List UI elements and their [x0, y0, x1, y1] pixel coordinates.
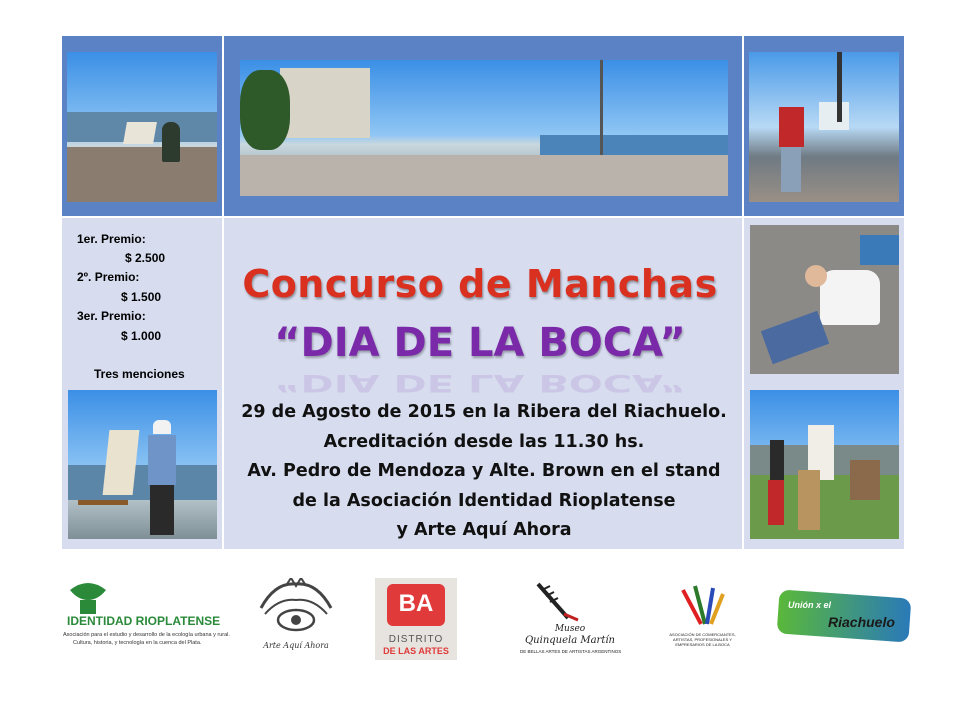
- detail-line-association: de la Asociación Identidad Rioplatense: [292, 490, 676, 511]
- top-left-cell: [62, 36, 222, 216]
- subtitle-reflection: “DIA DE LA BOCA”: [274, 369, 686, 397]
- event-details: [224, 398, 744, 546]
- riverside-panorama-photo: [240, 60, 728, 196]
- man-painting-photo: [68, 390, 217, 539]
- arte-name: Arte Aquí Ahora: [263, 641, 329, 650]
- detail-line-accreditation: Acreditación desde las 11.30 hs.: [323, 431, 645, 452]
- palette-brush-icon: [528, 580, 588, 624]
- riverside-painter-photo: [67, 52, 217, 202]
- prize-2-label: 2º. Premio:: [77, 270, 140, 284]
- acaper-caption: ASOCIACIÓN DE COMERCIANTES, ARTISTAS, PROFESIONALES Y EMPRESARIOS DE LA BOCA: [669, 632, 736, 647]
- identidad-rioplatense-logo: [63, 578, 233, 658]
- distrito-line-2: DE LAS ARTES: [383, 646, 449, 656]
- top-right-cell: [744, 36, 904, 216]
- painters-at-easel-photo: [749, 52, 899, 202]
- prize-3-amount: $ 1.000: [121, 329, 162, 343]
- eye-icon: [255, 578, 337, 640]
- contest-title: Concurso de Manchas: [242, 262, 718, 306]
- acaper-logo: [665, 584, 740, 654]
- distrito-de-las-artes-logo: [375, 578, 457, 660]
- museo-quinquela-martin-logo: [520, 580, 620, 662]
- identidad-tagline-1: Asociación para el estudio y desarrollo de la ecología urbana y rural.: [63, 632, 230, 638]
- leaf-icon: [68, 580, 108, 616]
- detail-line-arte: y Arte Aquí Ahora: [396, 520, 572, 540]
- museo-line-1: Museo: [554, 624, 586, 634]
- distrito-line-1: DISTRITO: [388, 634, 444, 645]
- prize-1-label: 1er. Premio:: [77, 232, 146, 246]
- ba-mark-text: BA: [398, 590, 434, 617]
- event-subtitle: “DIA DE LA BOCA”: [274, 320, 686, 366]
- prize-3-label: 3er. Premio:: [77, 309, 146, 323]
- riachuelo-line-1: Unión x el: [788, 600, 832, 610]
- painters-by-river-photo: [750, 390, 899, 539]
- riachuelo-line-2: Riachuelo: [828, 614, 895, 630]
- museo-line-2: Quinquela Martín: [524, 635, 615, 646]
- detail-line-address: Av. Pedro de Mendoza y Alte. Brown en el stand: [247, 461, 721, 481]
- mentions-text: Tres menciones: [94, 367, 185, 381]
- museo-line-3: DE BELLAS ARTES DE ARTISTAS ARGENTINOS: [520, 649, 622, 654]
- arte-aqui-ahora-logo: [255, 578, 337, 660]
- union-riachuelo-logo: [778, 586, 918, 656]
- brushes-icon: [673, 584, 733, 628]
- identidad-name: IDENTIDAD RIOPLATENSE: [67, 614, 221, 628]
- top-center-cell: [224, 36, 742, 216]
- ba-mark: [387, 584, 445, 626]
- detail-line-date: 29 de Agosto de 2015 en la Ribera del Riachuelo.: [241, 402, 727, 422]
- prize-2-amount: $ 1.500: [121, 290, 162, 304]
- prize-1-amount: $ 2.500: [125, 251, 166, 265]
- identidad-tagline-2: Cultura, historia, y tecnología en la cuenca del Plata.: [73, 640, 202, 646]
